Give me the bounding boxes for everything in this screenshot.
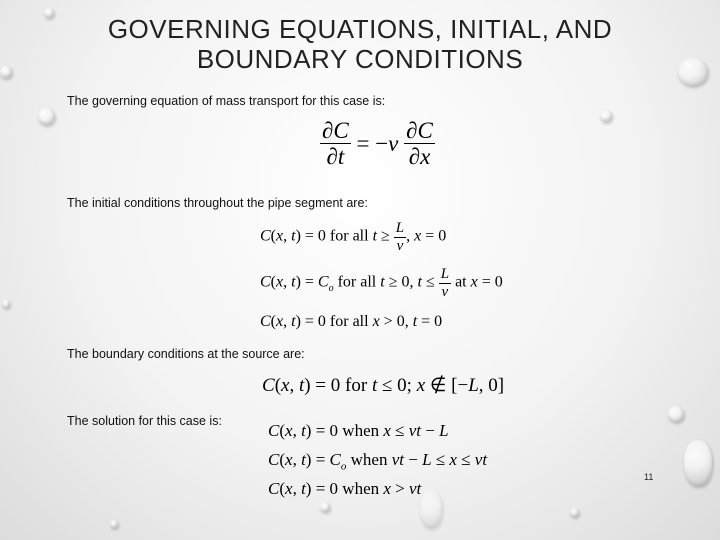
water-droplet [0, 66, 12, 78]
water-droplet [570, 508, 579, 517]
initial-condition-1: C(x, t) = 0 for all t ≥ $\frac{L}{v}$ , x = 0 [260, 220, 447, 254]
initial-conditions-label: The initial conditions throughout the pipe segment are: [67, 196, 368, 210]
governing-equation: $\frac{\partial C}{\partial t}$ = −v $\frac{\partial C}{\partial x}$ [322, 118, 433, 170]
title-line-1: GOVERNING EQUATIONS, INITIAL, AND [107, 14, 613, 44]
water-droplet [600, 110, 612, 122]
boundary-condition: C(x, t) = 0 for t ≤ 0; x ∉ [−L, 0] [262, 375, 505, 396]
initial-condition-2: C(x, $t) = C_o$ for all t ≥ 0, t ≤ $\frac{L}{v}$ at x = 0 [260, 266, 503, 300]
solution-equation-2: C(x, $t) = C_o$ when vt − L ≤ x ≤ vt [268, 450, 488, 473]
water-droplet [2, 300, 10, 308]
water-droplet [44, 8, 54, 18]
solution-equation-1: C(x, t) = 0 when x ≤ vt − L [268, 421, 449, 440]
governing-equation-label: The governing equation of mass transport for this case is: [67, 94, 386, 108]
initial-condition-3: C(x, t) = 0 for all x > 0, t = 0 [260, 313, 443, 330]
solution-equation-3: C(x, t) = 0 when x > vt [268, 479, 422, 498]
water-droplet [420, 490, 442, 528]
water-droplet [668, 406, 684, 422]
water-droplet [678, 58, 708, 86]
title-line-2: BOUNDARY CONDITIONS [196, 44, 524, 74]
water-droplet [320, 502, 330, 512]
solution-label: The solution for this case is: [67, 414, 222, 428]
slide-title [60, 14, 660, 74]
page-number: 11 [644, 472, 654, 482]
water-droplet [110, 520, 118, 528]
water-droplet [684, 440, 712, 486]
water-droplet [38, 108, 55, 125]
boundary-conditions-label: The boundary conditions at the source are: [67, 347, 305, 361]
